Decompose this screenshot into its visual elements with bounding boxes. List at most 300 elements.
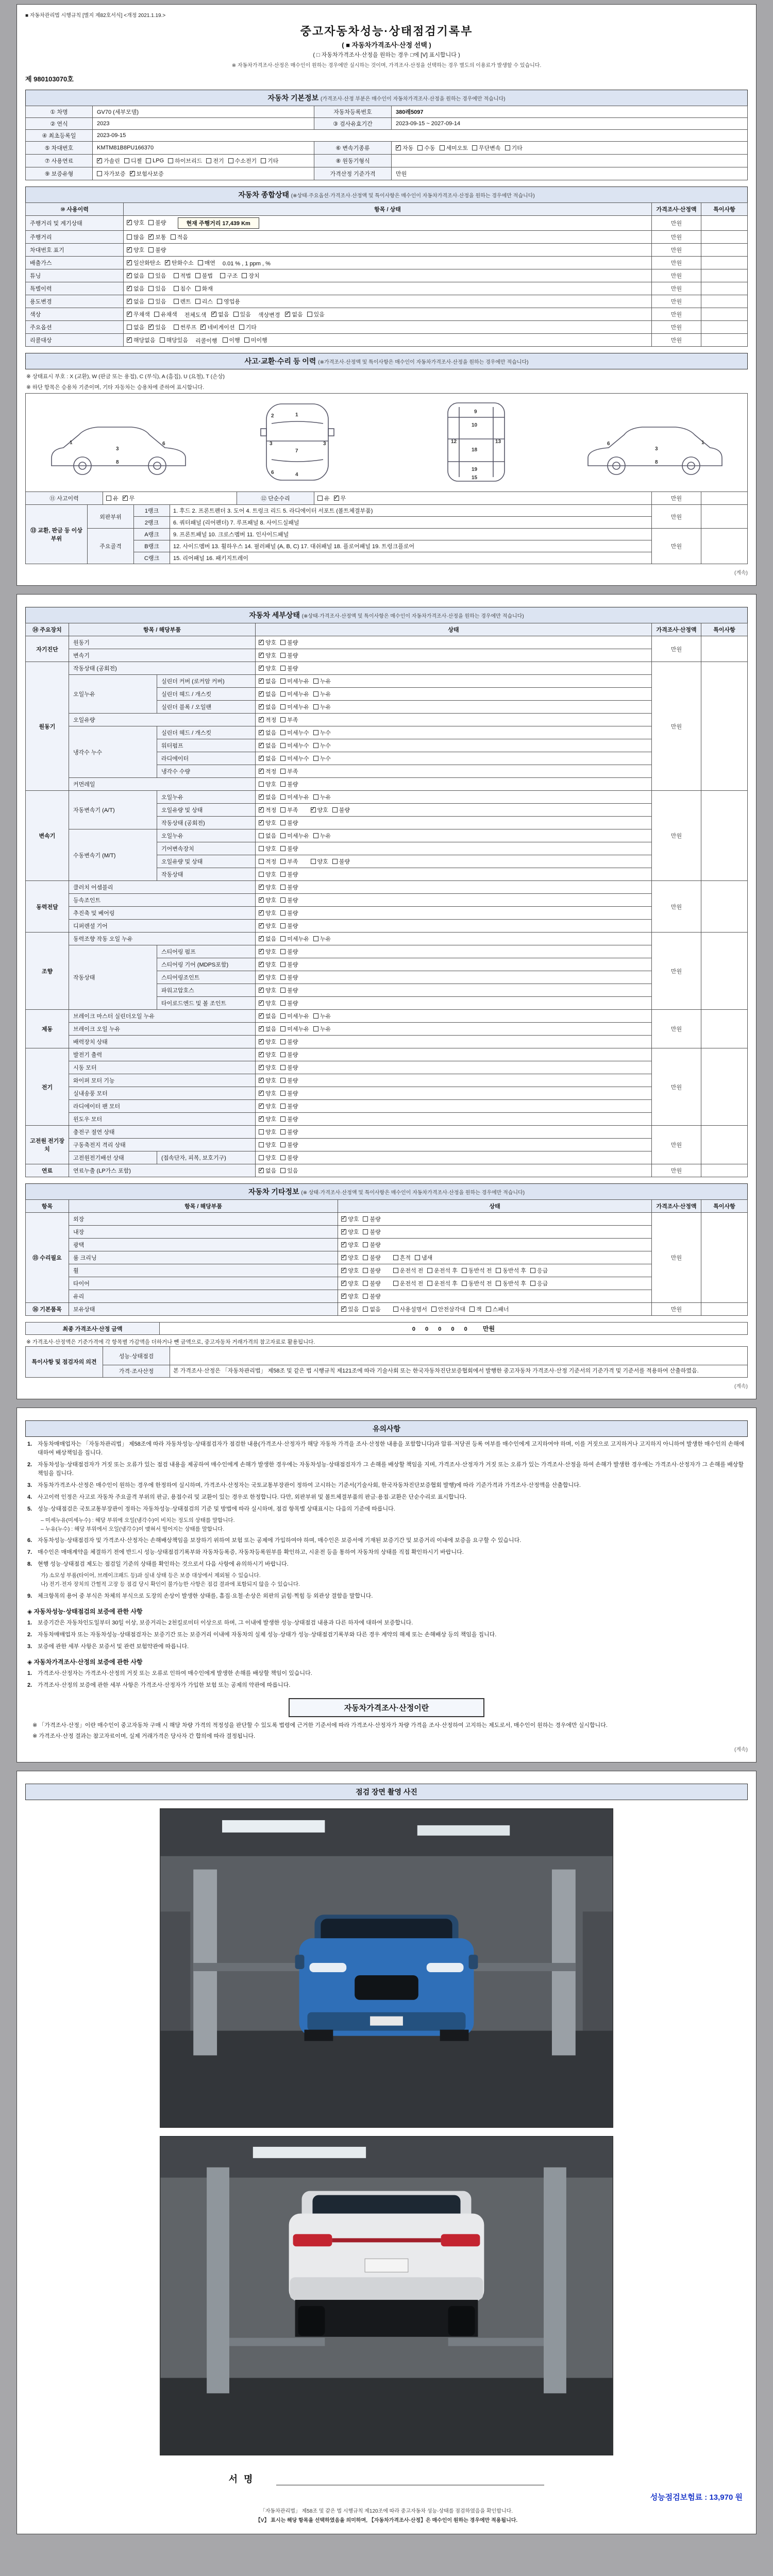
checkbox-option[interactable]: ✓ 보험사보증 [130,170,164,178]
table-row [26,1264,748,1277]
checkbox-option[interactable]: ✓ 없음 [259,703,276,711]
item-state [256,817,652,829]
table-row [26,130,748,142]
checkbox-option[interactable]: 적음 [171,233,188,241]
inspection-period-value: 2023-09-15 ~ 2027-09-14 [392,118,748,130]
field-label: ⑦ 사용연료 [26,155,93,167]
item-label: 연료누출 (LP가스 포함) [69,1164,256,1177]
checkbox-option[interactable]: ✓ 없음 [259,935,276,943]
checkbox-option[interactable]: ✓ 양호 [341,1215,359,1223]
checkbox-option[interactable]: 미세누유 [280,690,309,698]
table-row [26,321,748,334]
checkbox-option[interactable]: ✓ 양호 [259,638,276,647]
svg-text:8: 8 [115,460,119,465]
checkbox-option[interactable]: 누유 [313,690,331,698]
col-usage: ⑩ 사용이력 [26,203,124,216]
checkbox-option[interactable]: 불량 [280,1089,298,1097]
table-row [26,1239,748,1251]
table-row [26,791,748,804]
checkbox-option[interactable]: 적법 [174,272,191,280]
checkbox-option[interactable]: ✓ 양호 [311,806,328,814]
checkbox-option[interactable]: 누유 [313,703,331,711]
col-device: 항목 [26,1200,69,1213]
item-label: 내장 [69,1226,338,1239]
checkbox-option[interactable]: 불량 [280,819,298,827]
note-cell [701,529,748,564]
checkbox-option[interactable]: 있음 [307,310,325,318]
checkbox-option[interactable]: 유 [317,494,330,502]
checkbox-option[interactable]: 불량 [280,1102,298,1110]
checkbox-option[interactable]: ✓ 있음 [341,1305,359,1313]
price-cell: 만원 [652,1048,701,1126]
checkbox-option[interactable]: 화재 [195,284,213,293]
checkbox-option[interactable]: ✓ 없음 [259,728,276,737]
checkbox-option[interactable]: 미세누수 [280,728,309,737]
table-row [26,1010,748,1023]
table-row [26,529,748,540]
checkbox-option[interactable]: 수소전기 [228,157,257,165]
comp-item-state [124,282,652,295]
checkbox-option[interactable]: 유채색 [154,310,177,318]
comp-item-label: 주행거리 [26,231,124,244]
checkbox-option[interactable]: 미세누수 [280,741,309,750]
checkbox-option[interactable]: 장치 [242,272,259,280]
checkbox-option[interactable]: 매연 [198,259,215,267]
checkbox-option[interactable]: 많음 [127,233,144,241]
checkbox-option[interactable]: 양호 [259,870,276,878]
checkbox-option[interactable]: 부족 [280,716,298,724]
checkbox-option[interactable]: 미이행 [244,336,267,344]
checkbox-option[interactable]: ✓ 적정 [259,806,276,814]
signature-line[interactable] [276,2471,544,2485]
checkbox-option[interactable]: 침수 [174,284,191,293]
item-state [338,1290,652,1303]
checkbox-option[interactable]: 불량 [280,1050,298,1059]
fuel-options [93,155,314,167]
checkbox-option[interactable]: 미세누유 [280,832,309,840]
item-state [256,804,652,817]
item-label: 타이어 [69,1277,338,1290]
checkbox-option[interactable]: ✓ 양호 [127,218,144,227]
note-cell [701,295,748,308]
checkbox-option[interactable]: ✓ 없음 [259,1025,276,1033]
checkbox-option[interactable]: ✓ 없음 [211,310,229,318]
checkbox-option[interactable]: 운전석 전 [393,1279,424,1287]
checkbox-option[interactable]: ✓ 양호 [259,1050,276,1059]
form-reference: ■ 자동차관리법 시행규칙 [별지 제82호서식] <개정 2021.1.19.> [25,13,166,19]
table-row [26,1023,748,1036]
checkbox-option[interactable]: LPG [146,158,164,164]
checkbox-option[interactable]: ✓ 적정 [259,716,276,724]
checkbox-option[interactable]: 불량 [280,638,298,647]
checkbox-option[interactable]: 세미오토 [440,144,468,152]
checkbox-option[interactable]: ✓ 자동 [396,144,413,152]
item-label: 외장 [69,1213,338,1226]
notice-item: 2. 자동차성능·상태점검자가 거짓 또는 오류가 있는 점검 내용을 제공하여 매수인에게 손해가 발생한 경우에는 자동차성능·상태점검자가 그 손해를 배상할 책임을 지며, 가격조사·산정자가 거짓 또는 오류가 있는 가격조사·산정을 하여 손해가 발생한 경우에는 가격조사·산정자가 그 손해를 배상할 책임을 집니다. [27,1461,744,1477]
checkbox-option[interactable]: ✓ 적정 [259,767,276,775]
checkbox-option[interactable]: 응급 [530,1266,548,1275]
checkbox-option[interactable]: 적정 [259,857,276,866]
fee-label: 성능점검보험료 : [650,2493,708,2502]
checkbox-option[interactable]: 불량 [280,651,298,659]
checkbox-option[interactable]: 있음 [280,1166,298,1175]
checkbox-option[interactable]: 불량 [280,844,298,853]
detail-table [25,623,748,1177]
checkbox-option[interactable]: 불량 [363,1292,380,1300]
checkbox-option[interactable]: ✓ 가솔린 [97,157,120,165]
checkbox-option[interactable]: 불량 [363,1253,380,1262]
checkbox-option[interactable]: 동반석 후 [496,1266,526,1275]
checkbox-option[interactable]: ✓ 양호 [259,909,276,917]
checkbox-option[interactable]: 운전석 후 [427,1266,458,1275]
car-diagram-side-right [575,399,735,486]
checkbox-option[interactable]: ✓ 없음 [259,690,276,698]
item-state [338,1264,652,1277]
checkbox-option[interactable]: 누수 [313,728,331,737]
item-state [256,765,652,778]
checkbox-option[interactable]: 없음 [363,1305,380,1313]
checkbox-option[interactable]: 운전석 후 [427,1279,458,1287]
checkbox-option[interactable]: 불량 [148,246,166,254]
note-cell [701,216,748,231]
checkbox-option[interactable]: 미세누유 [280,935,309,943]
checkbox-option[interactable]: 이행 [223,336,240,344]
checkbox-option[interactable]: ✓ 양호 [259,1038,276,1046]
checkbox-option[interactable]: 불량 [280,909,298,917]
checkbox-option[interactable]: ✓ 양호 [259,651,276,659]
checkbox-option[interactable]: ✓ 양호 [259,819,276,827]
svg-text:10: 10 [471,422,477,428]
checkbox-option[interactable]: 누유 [313,1025,331,1033]
table-row [26,505,748,517]
table-row [26,540,748,552]
checkbox-option[interactable]: 불량 [332,857,350,866]
checkbox-option[interactable]: ✓ 없음 [259,677,276,685]
price-survey-info-lines [25,1721,748,1741]
svg-text:13: 13 [495,439,501,445]
comp-item-label: 배출가스 [26,257,124,269]
item-state [338,1239,652,1251]
checkbox-option[interactable]: ✓ 해당없음 [127,336,156,344]
checkbox-option[interactable]: 동반석 전 [462,1279,492,1287]
checkbox-option[interactable]: 불량 [280,664,298,672]
checkbox-option[interactable]: 양호 [259,1128,276,1136]
checkbox-option[interactable]: 스패너 [486,1305,509,1313]
checkbox-option[interactable]: 무단변속 [472,144,501,152]
checkbox-option[interactable]: ✓ 무 [334,494,346,502]
checkbox-option[interactable]: ✓ 무 [123,494,135,502]
item-label: 브레이크 마스터 실린더오일 누유 [69,1010,256,1023]
checkbox-option[interactable]: ✓ 없음 [259,793,276,801]
subitem-label: 오일누유 [157,829,255,842]
item-label: 냉각수 누수 [69,726,157,778]
checkbox-option[interactable]: ✓ 무채색 [127,310,150,318]
checkbox-option[interactable]: 미세누유 [280,677,309,685]
checkbox-option[interactable]: 전기 [206,157,224,165]
checkbox-option[interactable]: 양호 [259,844,276,853]
checkbox-option[interactable]: 누유 [313,793,331,801]
checkbox-option[interactable]: 불량 [280,1063,298,1072]
checkbox-option[interactable]: ✓ 양호 [259,1076,276,1084]
checkbox-option[interactable]: 불량 [280,883,298,891]
item-state [256,1048,652,1061]
page-basic [16,4,757,586]
table-row [26,714,748,726]
checkbox-option[interactable]: 기타 [505,144,523,152]
checkbox-option[interactable]: ✓ 양호 [127,246,144,254]
price-cell: 만원 [652,1126,701,1164]
checkbox-option[interactable]: ✓ 양호 [341,1253,359,1262]
checkbox-option[interactable]: 불량 [280,896,298,904]
table-row [26,1164,748,1177]
checkbox-option[interactable]: 양호 [259,780,276,788]
col-price: 가격조사·산정액 [652,1200,701,1213]
table-row [26,334,748,347]
checkbox-option[interactable]: 불량 [280,780,298,788]
item-state [338,1226,652,1239]
checkbox-option[interactable]: 불량 [280,1038,298,1046]
checkbox-option[interactable]: ✓ 양호 [259,896,276,904]
checkbox-option[interactable]: 기타 [261,157,278,165]
checkbox-option[interactable]: 누유 [313,832,331,840]
item-label: 라디에이터 팬 모터 [69,1100,256,1113]
checkbox-option[interactable]: ✓ 보통 [148,233,166,241]
assurance-item: 1. 가격조사·산정자는 가격조사·산정의 거짓 또는 오류로 인하여 매수인에게 발생한 손해를 배상할 책임이 있습니다. [27,1670,312,1677]
checkbox-option[interactable]: 불량 [280,960,298,969]
item-state [256,829,652,842]
checkbox-option[interactable]: 부족 [280,857,298,866]
checkbox-option[interactable]: 냄새 [415,1253,432,1262]
checkbox-option[interactable]: 있음 [148,284,166,293]
checkbox-option[interactable]: ✓ 양호 [259,922,276,930]
checkbox-option[interactable]: ✓ 양호 [259,986,276,994]
checkbox-option[interactable]: 썬루프 [174,323,197,331]
checkbox-option[interactable]: 불량 [280,973,298,981]
item-state [338,1277,652,1290]
checkbox-option[interactable]: 안전삼각대 [431,1305,465,1313]
table-row [26,829,748,842]
first-registration-value: 2023-09-15 [93,130,748,142]
checkbox-option[interactable]: 양호 [311,857,328,866]
checkbox-option[interactable]: ✓ 양호 [259,1102,276,1110]
checkbox-option[interactable]: 불량 [280,1115,298,1123]
checkbox-option[interactable]: ✓ 양호 [341,1241,359,1249]
checkbox-option[interactable]: 기타 [239,323,257,331]
checkbox-option[interactable]: 불량 [363,1266,380,1275]
checkbox-option[interactable]: 미세누유 [280,1025,309,1033]
checkbox-option[interactable]: 불량 [280,947,298,956]
comp-item-state [124,269,652,282]
table-row [26,257,748,269]
checkbox-option[interactable]: 사용설명서 [393,1305,427,1313]
item-state [256,997,652,1010]
table-row [26,881,748,894]
opinion-performance-value [170,1347,748,1365]
rank-label: 1랭크 [134,505,170,517]
checkbox-option[interactable]: 있음 [148,272,166,280]
col-device: ⑭ 주요장치 [26,623,69,636]
checkbox-option[interactable]: ✓ 양호 [259,883,276,891]
checkbox-option[interactable]: ✓ 양호 [259,973,276,981]
checkbox-option[interactable]: 누유 [313,677,331,685]
note-cell [701,334,748,347]
checkbox-option[interactable]: ✓ 양호 [259,664,276,672]
checkbox-option[interactable]: 불량 [148,218,166,227]
checkbox-option[interactable]: 불량 [363,1228,380,1236]
device-group-label: 변속기 [26,791,69,881]
checkbox-option[interactable]: 누수 [313,741,331,750]
checkbox-option[interactable]: ✓ 양호 [341,1292,359,1300]
item-state [256,714,652,726]
checkbox-option[interactable]: ✓ 없음 [127,272,144,280]
price-cell: 만원 [652,662,701,791]
checkbox-option[interactable]: ✓ 없음 [127,284,144,293]
item-label: 배력장치 상태 [69,1036,256,1048]
checkbox-option[interactable]: ✓ 양호 [341,1266,359,1275]
checkbox-option[interactable]: 있음 [233,310,251,318]
item-label: 작동상태 (공회전) [69,662,256,675]
checkbox-option[interactable]: 있음 [148,297,166,306]
item-label: 오일누유 [69,675,157,714]
checkbox-option[interactable]: ✓ 양호 [259,1063,276,1072]
checkbox-option[interactable]: 디젤 [124,157,142,165]
section-basic-info: 자동차 기본정보 (가격조사·산정 부분은 매수인이 자동차가격조사·산정을 원하는 경우에만 적습니다) [25,90,748,106]
item-label: 등속조인트 [69,894,256,907]
checkbox-option[interactable]: 불법 [195,272,213,280]
section-photos: 점검 장면 촬영 사진 [25,1784,748,1800]
svg-text:9: 9 [474,409,477,415]
note-cell [701,244,748,257]
checkbox-option[interactable]: 부족 [280,767,298,775]
device-group-label: 제동 [26,1010,69,1048]
checkbox-option[interactable]: ✓ 탄화수소 [165,259,194,267]
checkbox-option[interactable]: 양호 [259,1154,276,1162]
note-cell [701,1048,748,1126]
checkbox-option[interactable]: ✓ 양호 [259,947,276,956]
checkbox-option[interactable]: 동반석 전 [462,1266,492,1275]
checkbox-option[interactable]: 불량 [280,1154,298,1162]
checkbox-option[interactable]: 운전석 전 [393,1266,424,1275]
checkbox-option[interactable]: 불량 [280,986,298,994]
item-label: 동력조향 작동 오일 누유 [69,933,256,945]
item-label: 윈도우 모터 [69,1113,256,1126]
checkbox-option[interactable]: 불량 [280,870,298,878]
checkbox-option[interactable]: 불량 [363,1215,380,1223]
checkbox-option[interactable]: 미세누유 [280,1012,309,1020]
checkbox-option[interactable]: 불량 [280,922,298,930]
model-year-value: 2023 [93,118,314,130]
table-row [26,1290,748,1303]
checkbox-option[interactable]: 미세누유 [280,793,309,801]
checkbox-option[interactable]: ✓ 없음 [285,310,303,318]
checkbox-option[interactable]: 흔적 [393,1253,411,1262]
checkbox-option[interactable]: 부족 [280,806,298,814]
checkbox-option[interactable]: ✓ 양호 [341,1228,359,1236]
checkbox-option[interactable]: 자가보증 [97,170,126,178]
checkbox-option[interactable]: 불량 [280,999,298,1007]
item-label: 원동기 [69,636,256,649]
checkbox-option[interactable]: 미세누수 [280,754,309,762]
section-notices: 유의사항 [25,1420,748,1437]
checkbox-option[interactable]: 잭 [469,1305,482,1313]
item-state [256,649,652,662]
checkbox-option[interactable]: ✓ 양호 [259,999,276,1007]
svg-text:6: 6 [162,441,165,447]
table-row [26,920,748,933]
item-label: 오일유량 [69,714,256,726]
checkbox-option[interactable]: 불량 [280,1141,298,1149]
item-state [256,739,652,752]
checkbox-option[interactable]: ✓ 양호 [259,960,276,969]
footer-line-2: 【V】 표시는 해당 항목을 선택하였음을 의미하며, 【자동차가격조사·산정】은 매수인이 원하는 경우에만 적용됩니다. [255,2518,518,2524]
checkbox-option[interactable]: ✓ 없음 [259,754,276,762]
rank2-items: 6. 쿼터패널 (리어펜더) 7. 루프패널 8. 사이드실패널 [170,517,652,529]
checkbox-option[interactable]: 불량 [332,806,350,814]
checkbox-option[interactable]: 해당있음 [160,336,189,344]
checkbox-option[interactable]: ✓ 양호 [341,1279,359,1287]
document-number: 제 980103070호 [25,75,74,83]
table-row [26,1226,748,1239]
checkbox-option[interactable]: 불량 [363,1279,380,1287]
rank-label: A랭크 [134,529,170,540]
checkbox-option[interactable]: 동반석 후 [496,1279,526,1287]
price-select-line[interactable]: ( ■ 자동차가격조사·산정 선택 ) [342,41,431,49]
checkbox-option[interactable]: ✓ 일산화탄소 [127,259,161,267]
note-cell [701,321,748,334]
checkbox-option[interactable]: 하이브리드 [168,157,202,165]
checkbox-option[interactable]: ✓ 네비게이션 [200,323,234,331]
item-state [256,971,652,984]
checkbox-option[interactable]: 누수 [313,754,331,762]
checkbox-option[interactable]: ✓ 없음 [127,297,144,306]
checkbox-option[interactable]: 영업용 [217,297,240,306]
checkbox-option[interactable]: 구조 [220,272,238,280]
table-row [26,1347,748,1365]
checkbox-option[interactable]: ✓ 있음 [148,323,166,331]
item-state [256,920,652,933]
item-label: 자동변속기 (A/T) [69,791,157,829]
price-info-line: ※ 「가격조사·산정」이란 매수인이 중고자동차 구매 시 해당 차량 가격의 적정성을 판단할 수 있도록 법령에 근거한 기준서에 따라 가격조사·산정자가 차량 가격을 조사·산정하여 고지하는 제도로서, 매수인이 원하는 경우에만 실시합니다. [32,1722,608,1729]
checkbox-option[interactable]: 없음 [127,323,144,331]
etc-table [25,1199,748,1316]
checkbox-option[interactable]: 미세누유 [280,703,309,711]
assurance-item: 3. 보증에 관한 세부 사항은 보증서 및 관련 보험약관에 따릅니다. [27,1643,189,1650]
table-row [26,1087,748,1100]
item-state [256,958,652,971]
checkbox-option[interactable]: 불량 [280,1128,298,1136]
checkbox-option[interactable]: 없음 [259,832,276,840]
checkbox-option[interactable]: 양호 [259,1141,276,1149]
checkbox-option[interactable]: 누유 [313,1012,331,1020]
checkbox-option[interactable]: 수동 [417,144,435,152]
comp-item-label: 색상 [26,308,124,321]
table-row [26,244,748,257]
subitem-label: 타이로드엔드 및 볼 조인트 [157,997,255,1010]
checkbox-option[interactable]: ✓ 양호 [259,1089,276,1097]
checkbox-option[interactable]: 응급 [530,1279,548,1287]
checkbox-option[interactable]: 유 [106,494,119,502]
checkbox-option[interactable]: 렌트 [174,297,191,306]
vin-value: KMTM81B8PU166370 [93,142,314,155]
checkbox-option[interactable]: ✓ 양호 [259,1115,276,1123]
checkbox-option[interactable]: ✓ 없음 [259,1166,276,1175]
checkbox-option[interactable]: 불량 [280,1076,298,1084]
checkbox-option[interactable]: 리스 [195,297,213,306]
checkbox-option[interactable]: 누유 [313,935,331,943]
checkbox-option[interactable]: ✓ 없음 [259,1012,276,1020]
checkbox-option[interactable]: ✓ 없음 [259,741,276,750]
checkbox-option[interactable]: 불량 [363,1241,380,1249]
